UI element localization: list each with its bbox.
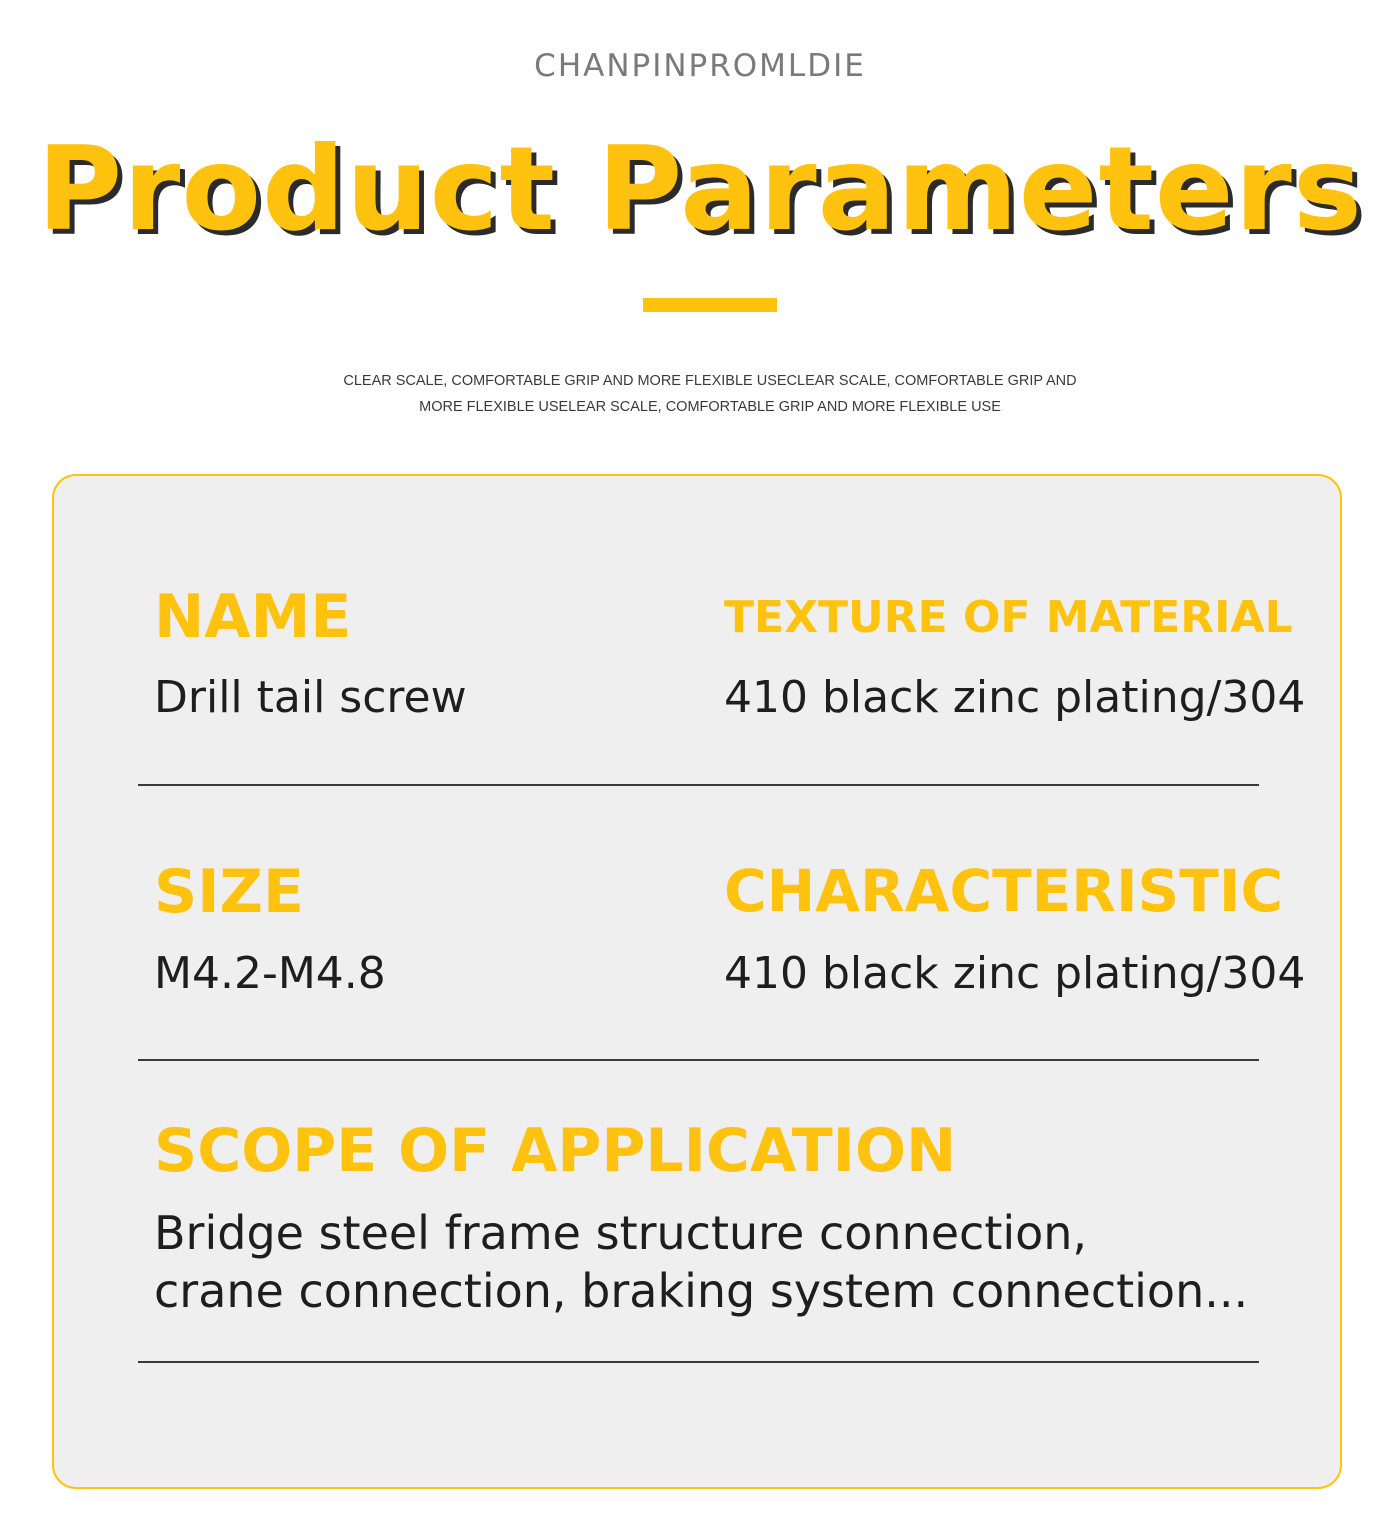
subtitle-line-2: MORE FLEXIBLE USELEAR SCALE, COMFORTABLE GRIP AND MORE FLEXIBLE USE	[419, 399, 1001, 415]
size-value: M4.2-M4.8	[154, 948, 386, 999]
subtitle-line-1: CLEAR SCALE, COMFORTABLE GRIP AND MORE FLEXIBLE USECLEAR SCALE, COMFORTABLE GRIP AND	[343, 373, 1077, 389]
divider	[138, 784, 1259, 786]
scope-value-line-1: Bridge steel frame structure connection,	[154, 1206, 1088, 1260]
size-label: SIZE	[154, 857, 305, 927]
texture-value: 410 black zinc plating/304	[724, 672, 1306, 723]
name-label: NAME	[154, 582, 352, 652]
scope-value-line-2: crane connection, braking system connection...	[154, 1264, 1249, 1318]
page-title: Product Parameters	[37, 122, 1363, 257]
characteristic-value: 410 black zinc plating/304	[724, 948, 1306, 999]
divider	[138, 1059, 1259, 1061]
characteristic-label: CHARACTERISTIC	[724, 857, 1284, 925]
subtitle	[300, 368, 1120, 420]
texture-label: TEXTURE OF MATERIAL	[724, 592, 1293, 643]
scope-label: SCOPE OF APPLICATION	[154, 1116, 957, 1186]
parameters-panel	[52, 474, 1342, 1489]
divider	[138, 1361, 1259, 1363]
brand-kicker: CHANPINPROMLDIE	[534, 48, 866, 84]
title-underline	[643, 298, 777, 312]
name-value: Drill tail screw	[154, 672, 467, 723]
